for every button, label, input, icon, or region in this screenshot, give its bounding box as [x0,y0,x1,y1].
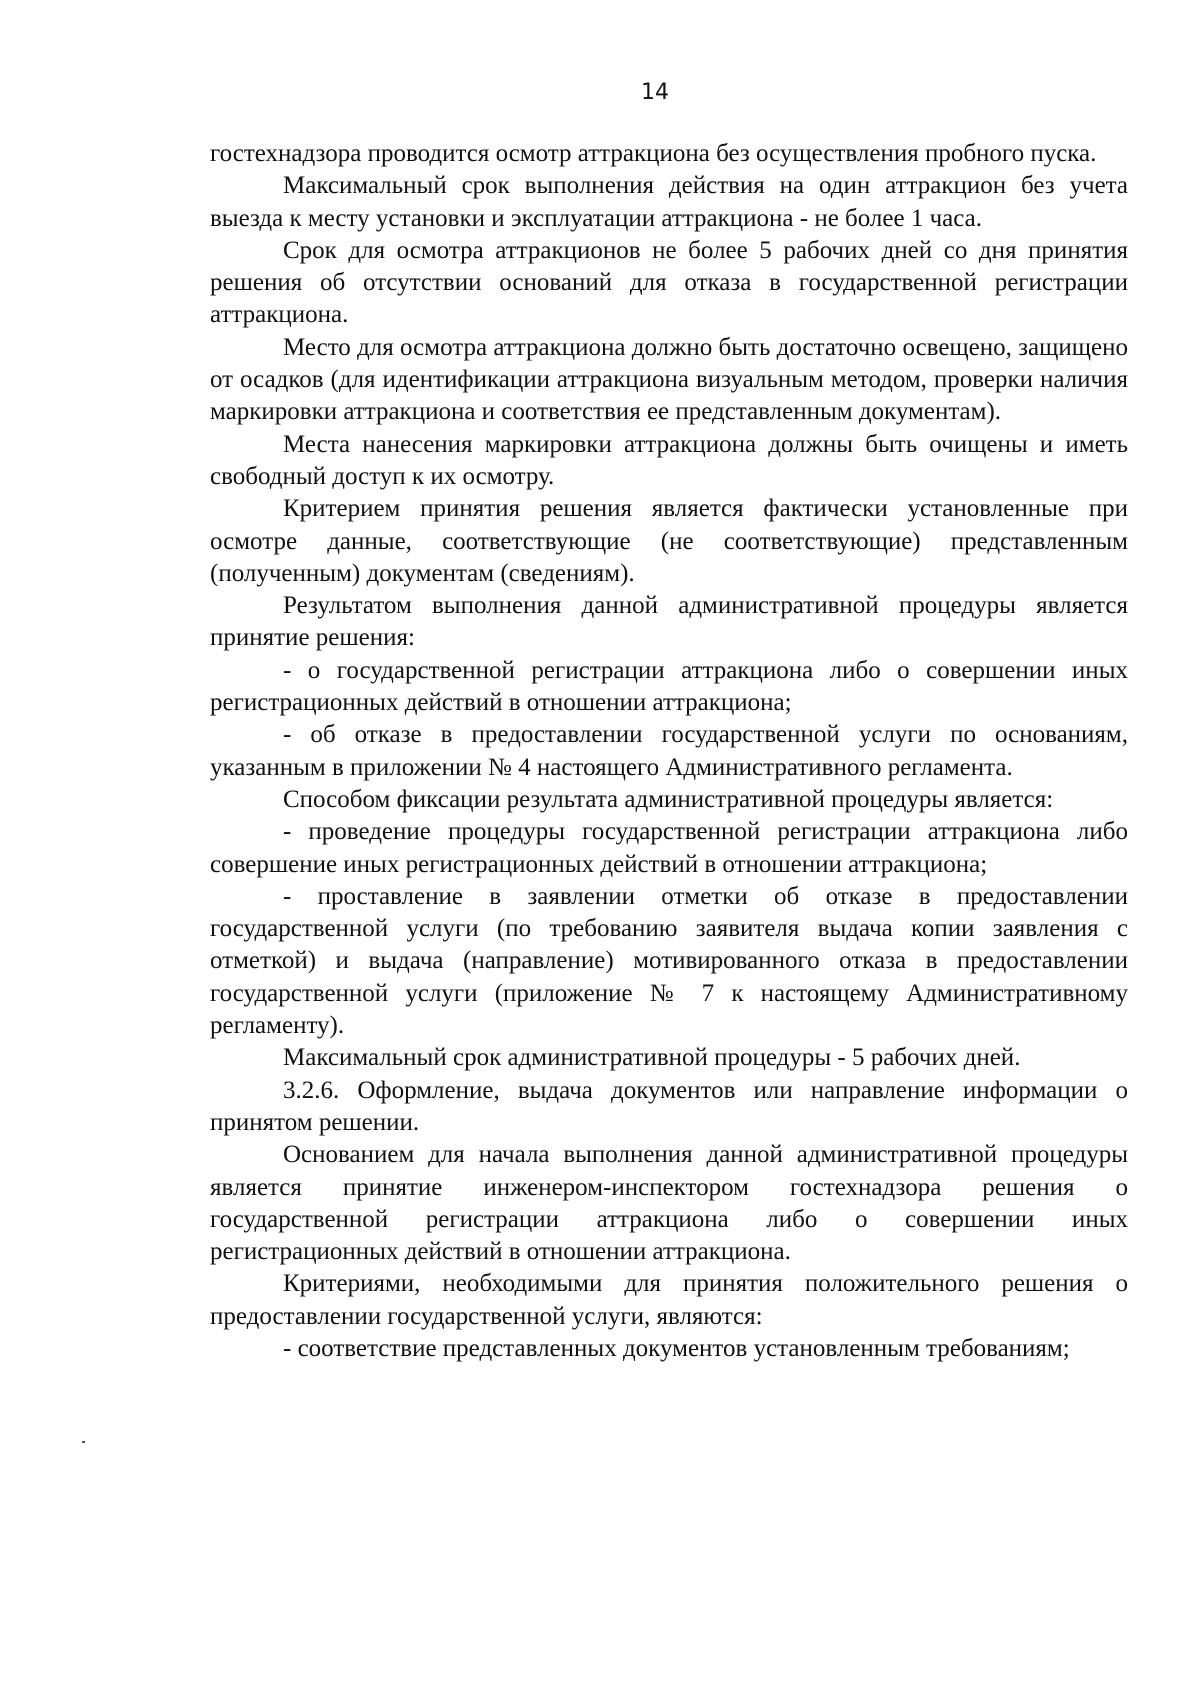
list-item-registration-procedure: - проведение процедуры государственной регистрации аттракциона либо совершение иных регистрационных действий в отношении аттракциона; [210,818,1128,878]
list-item-refusal-decision: - об отказе в предоставлении государственной услуги по основаниям, указанным в приложении № 4 настоящего Административного регламента. [210,721,1128,781]
scan-speck [82,1441,85,1443]
list-item-registration-decision: - о государственной регистрации аттракциона либо о совершении иных регистрационных действий в отношении аттракциона; [210,656,1128,717]
paragraph-inspection-place: Место для осмотра аттракциона должно быть достаточно освещено, защищено от осадков (для идентификации аттракциона визуальным методом, проверки наличия маркировки аттракциона и соответствия ее представленным документам). [210,333,1128,426]
list-item-documents-compliance: - соответствие представленных документов установленным требованиям; [283,1334,1070,1362]
paragraph-fixation-method: Способом фиксации результата административной процедуры является: [283,785,1054,813]
paragraph-max-action-time: Максимальный срок выполнения действия на один аттракцион без учета выезда к месту установки и эксплуатации аттракциона - не более 1 часа. [210,172,1128,232]
section-heading-3-2-6: 3.2.6. Оформление, выдача документов или направление информации о принятом решении. [210,1076,1128,1136]
paragraph-positive-decision-criteria: Критериями, необходимыми для принятия положительного решения о предоставлении государственной услуги, являются: [210,1270,1128,1330]
paragraph-marking-places: Места нанесения маркировки аттракциона должны быть очищены и иметь свободный доступ к их осмотру. [210,430,1128,490]
paragraph-decision-criterion: Критерием принятия решения является фактически установленные при осмотре данные, соответствующие (не соответствующие) представленным (полученным) документам (сведениям). [210,495,1128,587]
paragraph-procedure-result: Результатом выполнения данной административной процедуры является принятие решения: [210,592,1128,652]
paragraph-procedure-basis: Основанием для начала выполнения данной административной процедуры является принятие инженером-инспектором гостехнадзора решения о государственной регистрации аттракциона либо о совершении иных регистрационных действий в отношении аттракциона. [210,1141,1128,1266]
paragraph-continuation: гостехнадзора проводится осмотр аттракциона без осуществления пробного пуска. [210,140,1097,167]
paragraph-inspection-term: Срок для осмотра аттракционов не более 5 рабочих дней со дня принятия решения об отсутствии оснований для отказа в государственной регистрации аттракциона. [210,236,1128,329]
list-item-refusal-mark: - проставление в заявлении отметки об отказе в предоставлении государственной услуги (по требованию заявителя выдача копии заявления с отметкой) и выдача (направление) мотивированного отказа в предоставлении государственной услуги (приложение № 7 к настоящему Административному регламенту). [210,882,1128,1040]
page-number: 14 [641,80,669,105]
document-body [210,138,1128,1365]
paragraph-max-procedure-time: Максимальный срок административной процедуры - 5 рабочих дней. [283,1044,1021,1072]
